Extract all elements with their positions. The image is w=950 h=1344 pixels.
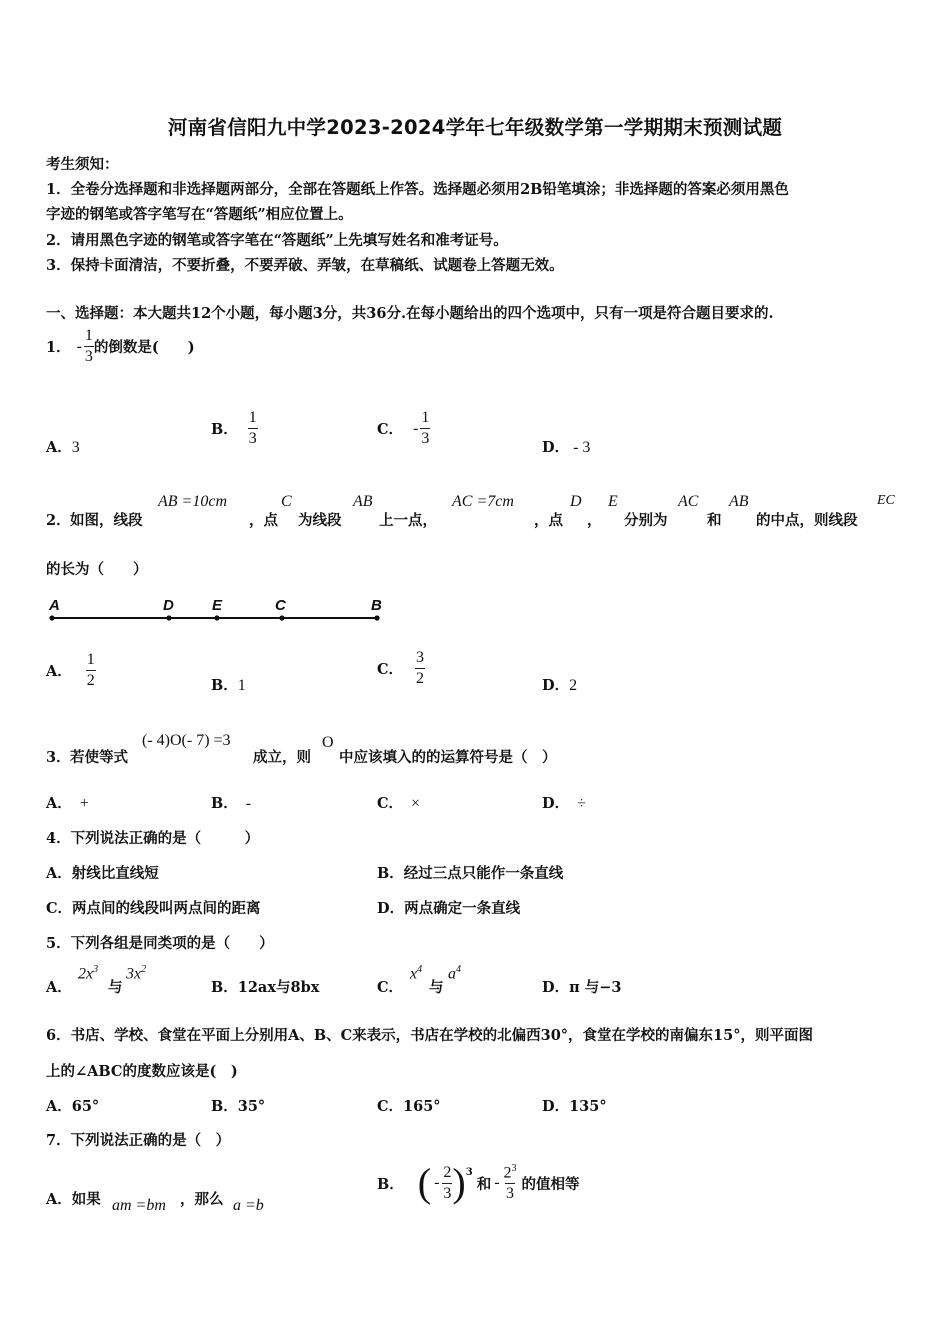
q5-option-d: D．π 与−3	[542, 979, 622, 996]
q1-fraction	[84, 328, 94, 365]
question-4: 4．下列说法正确的是（ ）	[46, 830, 260, 847]
question-6-line-2: 上的∠ABC的度数应该是( )	[46, 1063, 238, 1080]
q1-minus: -	[76, 337, 82, 355]
point-a	[49, 615, 54, 620]
q6-option-b: B．35°	[211, 1098, 266, 1115]
q2-option-b: B．1	[211, 677, 246, 694]
q1-option-a: A．3	[46, 439, 80, 456]
q1-text: 的倒数是( )	[93, 339, 195, 356]
q5-option-c: C． $x^4$ 与 $a^4$	[377, 964, 461, 996]
q2-option-d: D．2	[542, 677, 578, 694]
q6-option-a: A．65°	[46, 1098, 100, 1115]
q2-option-c: C． $\frac{3}{2}$	[377, 649, 425, 687]
q1-option-d: D． - 3	[542, 439, 591, 456]
fig-label-b: B	[371, 597, 382, 614]
fig-label-c: C	[275, 597, 286, 614]
q4-option-d: D．两点确定一条直线	[377, 900, 521, 917]
fig-label-e: E	[212, 597, 223, 614]
q2-math-ab: AB =10cm	[158, 493, 227, 510]
q4-option-a: A．射线比直线短	[46, 865, 159, 882]
q2-a-fraction: $\frac{1}{2}$	[86, 651, 95, 689]
point-c	[279, 615, 284, 620]
question-3: 3． 若使等式 (- 4)O(- 7) =3 成立，则 O 中应该填入的的运算符号是（ ）	[46, 732, 557, 766]
notice-line-2: 2．请用黑色字迹的钢笔或答字笔在“答题纸”上先填写姓名和准考证号。	[46, 232, 508, 249]
q1-c-fraction: $\frac{1}{3}$	[421, 409, 430, 447]
question-6-line-1: 6．书店、学校、食堂在平面上分别用A、B、C来表示，书店在学校的北偏西30°，食堂在学校的南偏东15°，则平面图	[46, 1027, 813, 1044]
section-1-heading: 一、选择题：本大题共12个小题，每小题3分，共36分.在每小题给出的四个选项中，只有一项是符合题目要求的.	[46, 305, 774, 322]
question-7: 7．下列说法正确的是（ ）	[46, 1132, 231, 1149]
notice-line-1a: 1．全卷分选择题和非选择题两部分，全部在答题纸上作答。选择题必须用2B铅笔填涂；非选择题的答案必须用黑色	[46, 181, 789, 198]
page-title: 河南省信阳九中学2023-2024学年七年级数学第一学期期末预测试题	[167, 116, 783, 139]
q6-option-c: C．165°	[377, 1098, 441, 1115]
fig-label-d: D	[163, 597, 174, 614]
notice-line-3: 3．保持卡面清洁，不要折叠，不要弄破、弄皱，在草稿纸、试题卷上答题无效。	[46, 257, 564, 274]
q5-option-b: B．12ax与8bx	[211, 979, 320, 996]
q3-option-c: C． ×	[377, 795, 421, 812]
q2-c-fraction: $\frac{3}{2}$	[416, 649, 425, 687]
q2-line-2: 的长为（ ）	[46, 561, 148, 578]
point-e	[214, 615, 219, 620]
q1-frac-num: 1	[84, 327, 93, 344]
point-b	[374, 615, 379, 620]
q6-option-d: D．135°	[542, 1098, 607, 1115]
q1-number: 1．	[46, 339, 71, 356]
q4-option-b: B．经过三点只能作一条直线	[377, 865, 564, 882]
question-1	[46, 328, 195, 365]
q3-option-d: D． ÷	[542, 795, 586, 812]
q1-frac-den: 3	[84, 348, 93, 365]
question-5: 5．下列各组是同类项的是（ ）	[46, 935, 274, 952]
q1-option-b: B． $\frac{1}{3}$	[211, 409, 257, 447]
q5-option-a: A． $2x^3$ 与 $3x^2$	[46, 964, 147, 996]
q3-option-b: B． -	[211, 795, 252, 812]
q7-b-fraction-2: $\frac{2^3}{3}$	[503, 1162, 517, 1203]
q3-option-a: A． +	[46, 795, 89, 812]
q4-option-c: C．两点间的线段叫两点间的距离	[46, 900, 261, 917]
notice-heading: 考生须知：	[46, 156, 119, 173]
q7-option-a: A．如果 am =bm ，那么 a =b	[46, 1191, 264, 1214]
q3-equation: (- 4)O(- 7) =3	[142, 732, 231, 749]
question-2: 2． 如图，线段 AB =10cm ，点 C 为线段 AB 上一点， AC =7cm ，点 D ， E 分别为 AC 和 AB 的中点，则线段 EC	[46, 493, 895, 529]
point-d	[166, 615, 171, 620]
notice-line-1b: 字迹的钢笔或答字笔写在“答题纸”相应位置上。	[46, 206, 353, 223]
q2-math-ac: AC =7cm	[452, 493, 514, 510]
q2-option-a: A． $\frac{1}{2}$	[46, 651, 95, 689]
q1-option-c: C． - $\frac{1}{3}$	[377, 409, 430, 447]
q1-b-fraction: $\frac{1}{3}$	[248, 409, 257, 447]
q7-option-b: B． ( - $\frac{2}{3}$ ) $^3$ 和 - $\frac{2^3}{3}$ 的值相等	[377, 1160, 580, 1205]
q7-b-fraction-1: $\frac{2}{3}$	[443, 1163, 452, 1202]
fig-label-a: A	[49, 597, 60, 614]
